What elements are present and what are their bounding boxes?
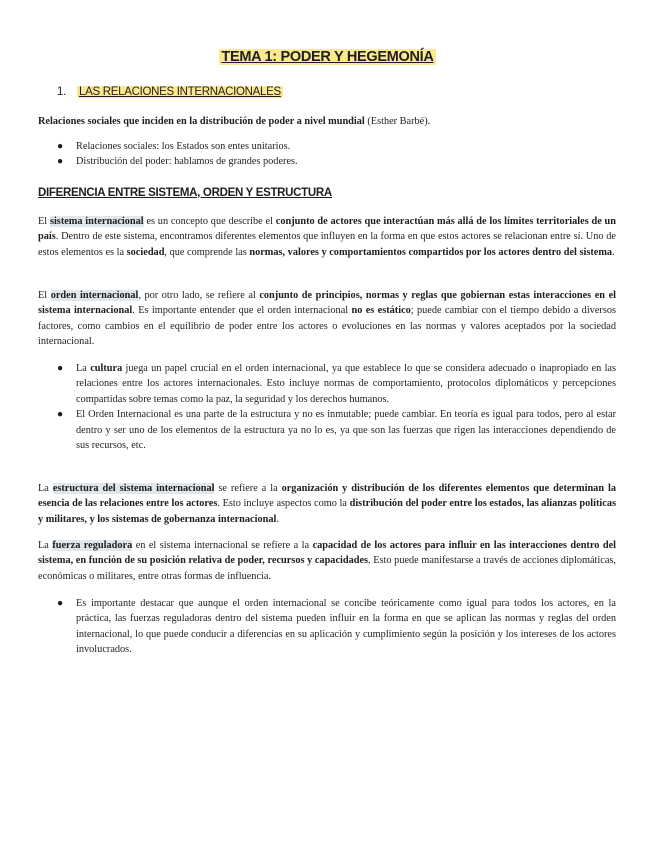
list-item: ● El Orden Internacional es una parte de la estructura y no es inmutable; puede cambiar. En teoría es igual para todos, pero al estar dentro y ser uno de los elementos de la estructura ya no lo es, ya que son las fuerzas que rigen las interacciones dependiendo de sus recursos, etc. (57, 409, 616, 452)
definition-paragraph: Relaciones sociales que inciden en la distribución de poder a nivel mundial (Esther Barbé). (38, 116, 431, 127)
section-heading-relaciones (57, 84, 283, 100)
section-number: 1. (57, 86, 66, 98)
bullet-icon: ● (57, 141, 64, 152)
bullet-icon: ● (57, 156, 64, 168)
highlighted-term: orden internacional (50, 290, 139, 301)
highlighted-term: sistema internacional (49, 216, 144, 227)
orden-bullets (38, 361, 616, 453)
list-item: ● La cultura juega un papel crucial en el orden internacional, ya que establece lo que se considera adecuado o inapropiado en las relaciones entre los actores internacionales. Esto incluye normas de comportamiento, protocolos diplomáticos y percepciones compartidas sobre temas como la paz, la seguridad y los derechos humanos. (57, 363, 617, 405)
paragraph-fuerza: La fuerza reguladora en el sistema internacional se refiere a la capacidad de los actores para influir en las interacciones dentro del sistema, en función de su posición relativa de poder, recursos y capacidades. Esto puede manifestarse a través de acciones diplomáticas, económicas o militares, entre otras formas de influencia. (38, 540, 616, 582)
paragraph-orden: El orden internacional, por otro lado, se refiere al conjunto de principios, normas y reglas que gobiernan estas interacciones en el sistema internacional. Es importante entender que el orden internacional no es estático; puede cambiar con el tiempo debido a diversos factores, como cambios en el equilibrio de poder entre los actores o evoluciones en las normas y valores aceptados por la sociedad internacional. (38, 290, 617, 348)
highlighted-term: fuerza reguladora (52, 540, 133, 551)
highlighted-term: estructura del sistema internacional (52, 483, 215, 494)
section-title: LAS RELACIONES INTERNACIONALES (79, 86, 281, 98)
list-item: ● Relaciones sociales: los Estados son entes unitarios. (38, 139, 616, 154)
bullet-icon: ● (57, 598, 64, 609)
list-item: ● Es importante destacar que aunque el orden internacional se concibe teóricamente como igual para todos los actores, en la práctica, las fuerzas reguladoras dentro del sistema pueden influir en la forma en que se aplican las normas y reglas del orden internacional, lo que puede conducir a diferencias en su aplicación y cumplimiento según la posición y los intereses de los actores involucrados. (57, 598, 616, 656)
list-item: ● Distribución del poder: hablamos de grandes poderes. (38, 154, 616, 169)
paragraph-sistema: El sistema internacional es un concepto que describe el conjunto de actores que interactúan más allá de los límites territoriales de un país. Dentro de este sistema, encontramos diferentes elementos que influyen en la forma en que estos actores se relacionan entre sí. Uno de estos elementos es la sociedad, que comprende las normas, valores y comportamientos compartidos por los actores dentro del sistema. (38, 216, 617, 258)
paragraph-estructura: La estructura del sistema internacional se refiere a la organización y distribución de los diferentes elementos que determinan la esencia de las relaciones entre los actores. Esto incluye aspectos como la distribución del poder entre los estados, las alianzas políticas y militares, y los sistemas de gobernanza internacional. (38, 483, 617, 525)
fuerza-bullets (38, 596, 616, 658)
bullet-icon: ● (57, 409, 64, 421)
bullet-icon: ● (57, 363, 64, 374)
subheading-diferencia: DIFERENCIA ENTRE SISTEMA, ORDEN Y ESTRUCTURA (38, 187, 332, 199)
definition-bullets (38, 139, 616, 170)
document-title: TEMA 1: PODER Y HEGEMONÍA (221, 49, 434, 65)
